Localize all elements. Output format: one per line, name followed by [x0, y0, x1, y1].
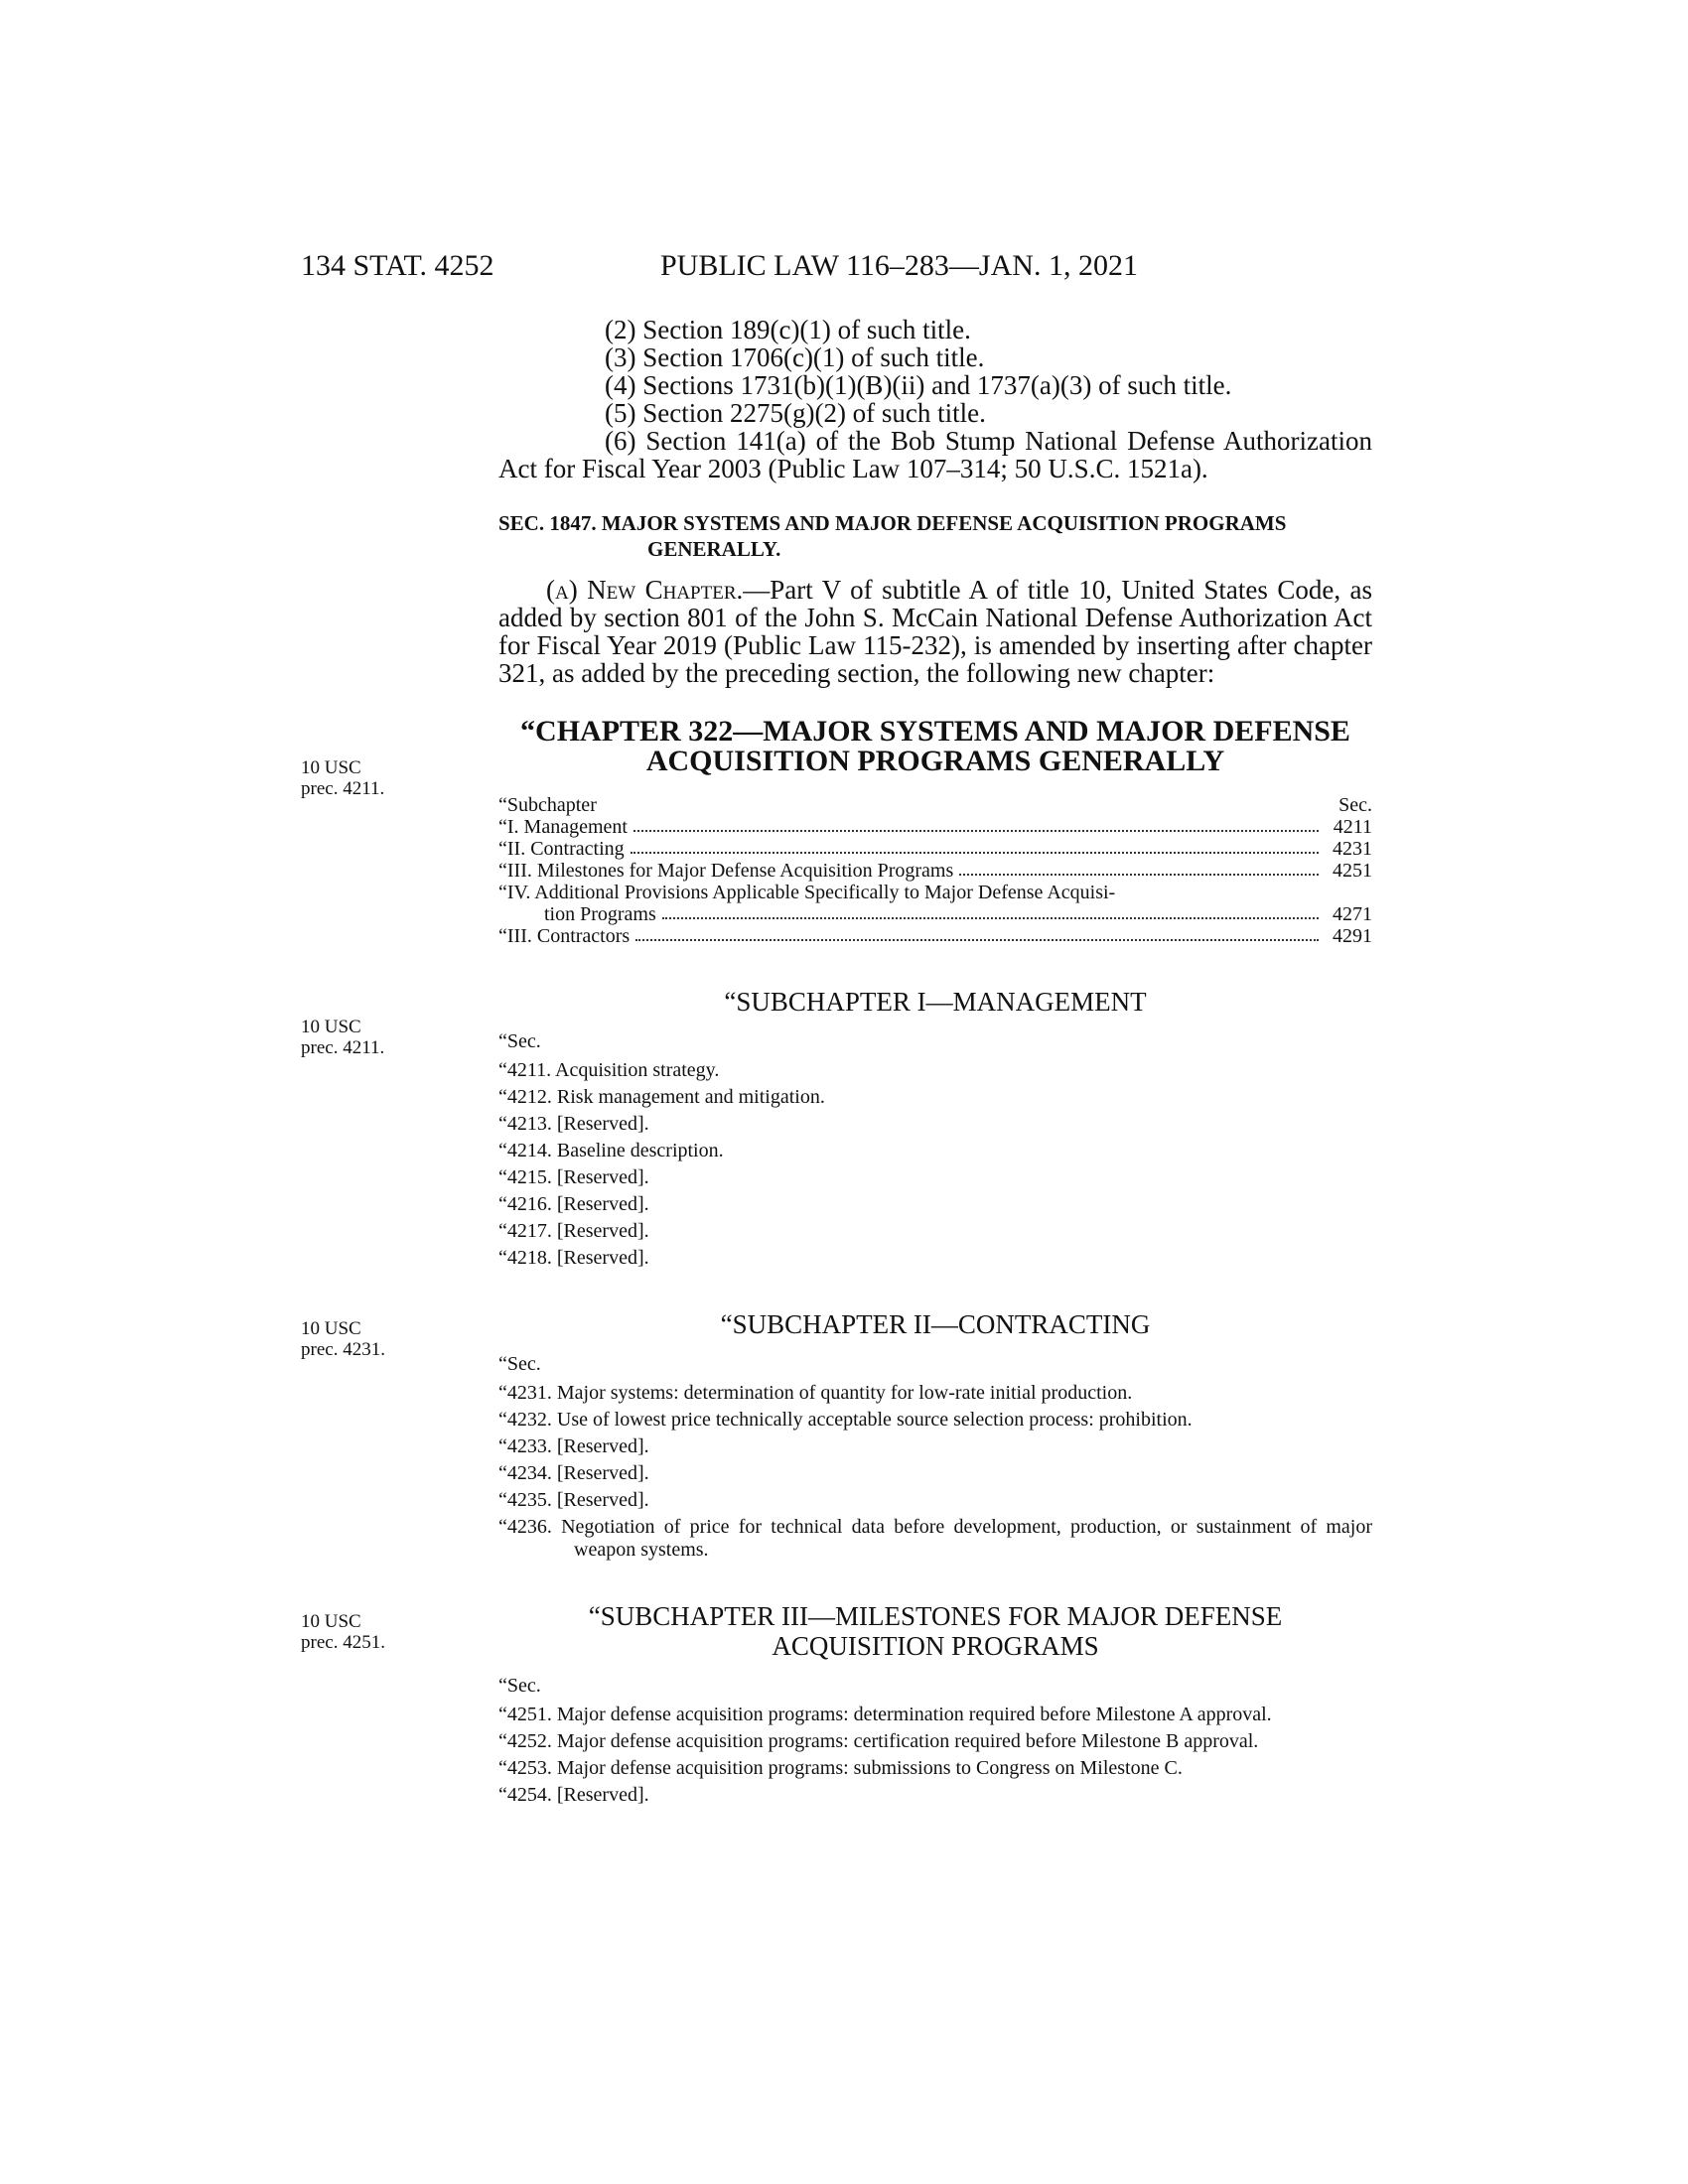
list-item: (5) Section 2275(g)(2) of such title.	[605, 398, 986, 428]
margin-note: 10 USC prec. 4211.	[301, 757, 385, 799]
list-item: “4211. Acquisition strategy.	[498, 1059, 720, 1081]
list-item: “4252. Major defense acquisition programs: certification required before Milestone B approval.	[498, 1730, 1259, 1752]
subsection-text: —Part V of subtitle A of title 10, United States Code, as added by section 801 of the John S. McCain National Defense Authorization Act for Fiscal Year 2019 (Public Law 115-232), is amended by inserting after chapter 321, as added by the preceding section, the following new chapter:	[498, 575, 1372, 688]
list-item: “4236. Negotiation of price for technical data before development, production, or sustainment of major weapon systems.	[498, 1516, 1372, 1561]
section-list	[498, 1675, 1372, 1807]
section-list-header: “Sec.	[498, 1675, 541, 1697]
section-list-header: “Sec.	[498, 1030, 541, 1052]
toc-header: “Subchapter Sec.	[498, 794, 1372, 816]
margin-note: 10 USC prec. 4231.	[301, 1318, 385, 1360]
list-item: (3) Section 1706(c)(1) of such title.	[605, 342, 985, 372]
list-item: “4216. [Reserved].	[498, 1193, 649, 1215]
list-item: “4251. Major defense acquisition programs: determination required before Milestone A approval.	[498, 1704, 1272, 1725]
section-list	[498, 1030, 1372, 1270]
subchapter-title: “SUBCHAPTER II—CONTRACTING	[720, 1309, 1151, 1339]
section-heading: SEC. 1847. MAJOR SYSTEMS AND MAJOR DEFENSE ACQUISITION PROGRAMS GENERALLY.	[498, 511, 1287, 561]
toc-entry: “I. Management 4211	[498, 816, 1372, 838]
list-item: “4213. [Reserved].	[498, 1113, 649, 1135]
section-paragraph	[498, 576, 1372, 687]
list-item: (2) Section 189(c)(1) of such title.	[605, 315, 971, 344]
list-item: (6) Section 141(a) of the Bob Stump National Defense Authorization Act for Fiscal Year 2003 (Public Law 107–314; 50 U.S.C. 1521a).	[498, 426, 1372, 483]
section-list-header: “Sec.	[498, 1353, 541, 1375]
toc-entry: “II. Contracting 4231	[498, 838, 1372, 860]
section-list	[498, 1353, 1372, 1562]
list-item: “4235. [Reserved].	[498, 1489, 649, 1511]
margin-note: 10 USC prec. 4251.	[301, 1611, 385, 1653]
list-item: “4215. [Reserved].	[498, 1166, 649, 1188]
toc-entry: “IV. Additional Provisions Applicable Specifically to Major Defense Acquisi- tion Programs 4271	[498, 882, 1372, 925]
page-header	[301, 249, 1373, 289]
list-item: “4212. Risk management and mitigation.	[498, 1086, 825, 1108]
toc-entry: “III. Milestones for Major Defense Acquisition Programs 4251	[498, 860, 1372, 882]
subchapter-title: “SUBCHAPTER I—MANAGEMENT	[724, 987, 1147, 1017]
list-item: “4253. Major defense acquisition programs: submissions to Congress on Milestone C.	[498, 1757, 1183, 1779]
list-item: “4234. [Reserved].	[498, 1462, 649, 1484]
list-item: “4231. Major systems: determination of quantity for low-rate initial production.	[498, 1382, 1133, 1404]
document-body	[498, 316, 1372, 1811]
list-item: “4218. [Reserved].	[498, 1247, 649, 1269]
statute-page-number: 134 STAT. 4252	[301, 249, 494, 282]
list-item: “4233. [Reserved].	[498, 1435, 649, 1457]
chapter-title: “CHAPTER 322—MAJOR SYSTEMS AND MAJOR DEFENSE ACQUISITION PROGRAMS GENERALLY	[520, 715, 1350, 777]
toc-entry: “III. Contractors 4291	[498, 925, 1372, 947]
table-of-contents	[498, 794, 1372, 947]
subchapter-title: “SUBCHAPTER III—MILESTONES FOR MAJOR DEFENSE ACQUISITION PROGRAMS	[588, 1601, 1283, 1661]
margin-note: 10 USC prec. 4211.	[301, 1017, 385, 1058]
list-item: “4217. [Reserved].	[498, 1220, 649, 1242]
list-item: “4254. [Reserved].	[498, 1784, 649, 1806]
subsection-label: (a) New Chapter.	[546, 575, 744, 605]
list-item: (4) Sections 1731(b)(1)(B)(ii) and 1737(a)(3) of such title.	[605, 370, 1232, 400]
public-law-title: PUBLIC LAW 116–283—JAN. 1, 2021	[660, 249, 1138, 282]
list-item: “4232. Use of lowest price technically acceptable source selection process: prohibition.	[498, 1409, 1193, 1431]
list-item: “4214. Baseline description.	[498, 1140, 724, 1161]
